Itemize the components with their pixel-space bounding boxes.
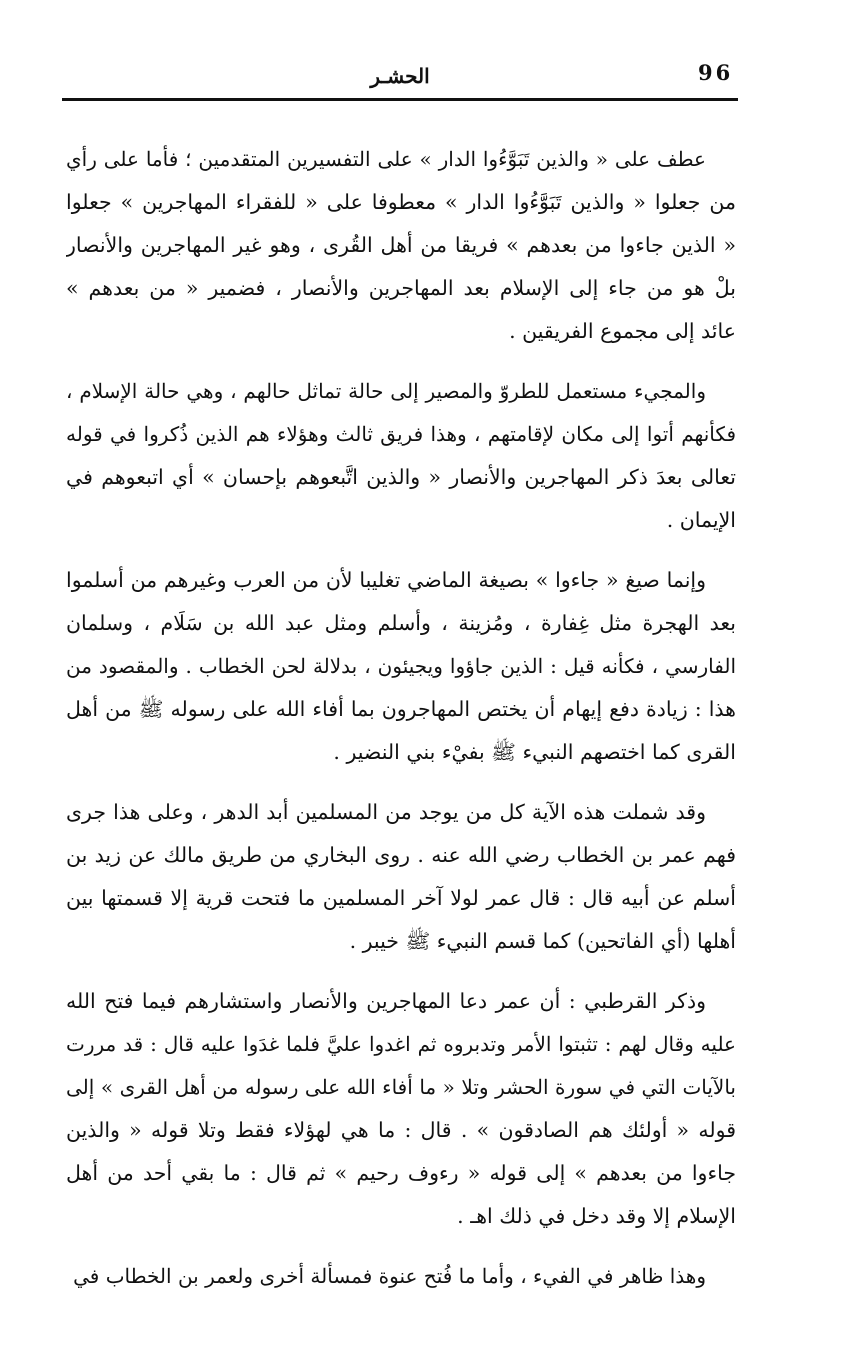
text-line: بلْ هو من جاء إلى الإسلام بعد المهاجرين والأنصار ، فضمير « من بعدهم » bbox=[66, 276, 736, 300]
text-line: وقد شملت هذه الآية كل من يوجد من المسلمين أبد الدهر ، وعلى هذا جرى bbox=[66, 800, 706, 824]
text-line: هذا : زيادة دفع إيهام أن يختص المهاجرون بما أفاء الله على رسوله ﷺ من أهل bbox=[66, 697, 736, 721]
text-line: وذكر القرطبي : أن عمر دعا المهاجرين والأنصار واستشارهم فيما فتح الله bbox=[66, 989, 706, 1013]
text-line: عليه وقال لهم : تثبتوا الأمر وتدبروه ثم اغدوا عليَّ فلما غدَوا عليه قال : قد مررت bbox=[66, 1032, 736, 1056]
text-line: وإنما صيغ « جاءوا » بصيغة الماضي تغليبا لأن من العرب وغيرهم من أسلموا bbox=[66, 568, 706, 592]
running-title: الحشـر bbox=[370, 64, 430, 88]
paragraph bbox=[66, 370, 736, 542]
text-line: عطف على « والذين تَبَوَّءُوا الدار » على التفسيرين المتقدمين ؛ فأما على رأي bbox=[66, 147, 706, 171]
text-line: القرى كما اختصهم النبيء ﷺ بفيْء بني النضير . bbox=[333, 740, 736, 764]
header-rule bbox=[62, 98, 738, 101]
text-line: وهذا ظاهر في الفيء ، وأما ما فُتح عنوة فمسألة أخرى ولعمر بن الخطاب في bbox=[73, 1264, 706, 1288]
text-line: أهلها (أي الفاتحين) كما قسم النبيء ﷺ خيبر . bbox=[349, 929, 736, 953]
paragraph bbox=[66, 559, 736, 774]
text-line: بعد الهجرة مثل غِفارة ، ومُزينة ، وأسلم ومثل عبد الله بن سَلَام ، وسلمان bbox=[66, 611, 736, 635]
paragraph bbox=[66, 980, 736, 1238]
text-line: من جعلوا « والذين تَبَوَّءُوا الدار » معطوفا على « للفقراء المهاجرين » جعلوا bbox=[66, 190, 736, 214]
text-line: قوله « أولئك هم الصادقون » . قال : ما هي لهؤلاء فقط وتلا قوله « والذين bbox=[66, 1118, 736, 1142]
paragraph bbox=[66, 791, 736, 963]
text-line: الفارسي ، فكأنه قيل : الذين جاؤوا ويجيئون ، بدلالة لحن الخطاب . والمقصود من bbox=[66, 654, 736, 678]
paragraph bbox=[66, 1255, 736, 1298]
text-line: بالآيات التي في سورة الحشر وتلا « ما أفاء الله على رسوله من أهل القرى » إلى bbox=[66, 1075, 736, 1099]
text-line: فهم عمر بن الخطاب رضي الله عنه . روى البخاري من طريق مالك عن زيد بن bbox=[66, 843, 736, 867]
page-header bbox=[62, 58, 738, 98]
body-text bbox=[66, 138, 736, 1315]
text-line: فكأنهم أتوا إلى مكان لإقامتهم ، وهذا فريق ثالث وهؤلاء هم الذين ذُكروا في قوله bbox=[66, 422, 736, 446]
text-line: الإسلام إلا وقد دخل في ذلك اهـ . bbox=[457, 1204, 736, 1228]
text-line: جاءوا من بعدهم » إلى قوله « رءوف رحيم » ثم قال : ما بقي أحد من أهل bbox=[66, 1161, 736, 1185]
text-line: عائد إلى مجموع الفريقين . bbox=[509, 319, 736, 343]
paragraph bbox=[66, 138, 736, 353]
text-line: الإيمان . bbox=[666, 508, 736, 532]
text-line: أسلم عن أبيه قال : قال عمر لولا آخر المسلمين ما فتحت قرية إلا قسمتها بين bbox=[66, 886, 736, 910]
page-number: 96 bbox=[698, 60, 734, 85]
text-line: تعالى بعدَ ذكر المهاجرين والأنصار « والذين اتَّبعوهم بإحسان » أي اتبعوهم في bbox=[66, 465, 736, 489]
text-line: والمجيء مستعمل للطروّ والمصير إلى حالة تماثل حالهم ، وهي حالة الإسلام ، bbox=[66, 379, 706, 403]
text-line: « الذين جاءوا من بعدهم » فريقا من أهل القُرى ، وهو غير المهاجرين والأنصار bbox=[66, 233, 736, 257]
